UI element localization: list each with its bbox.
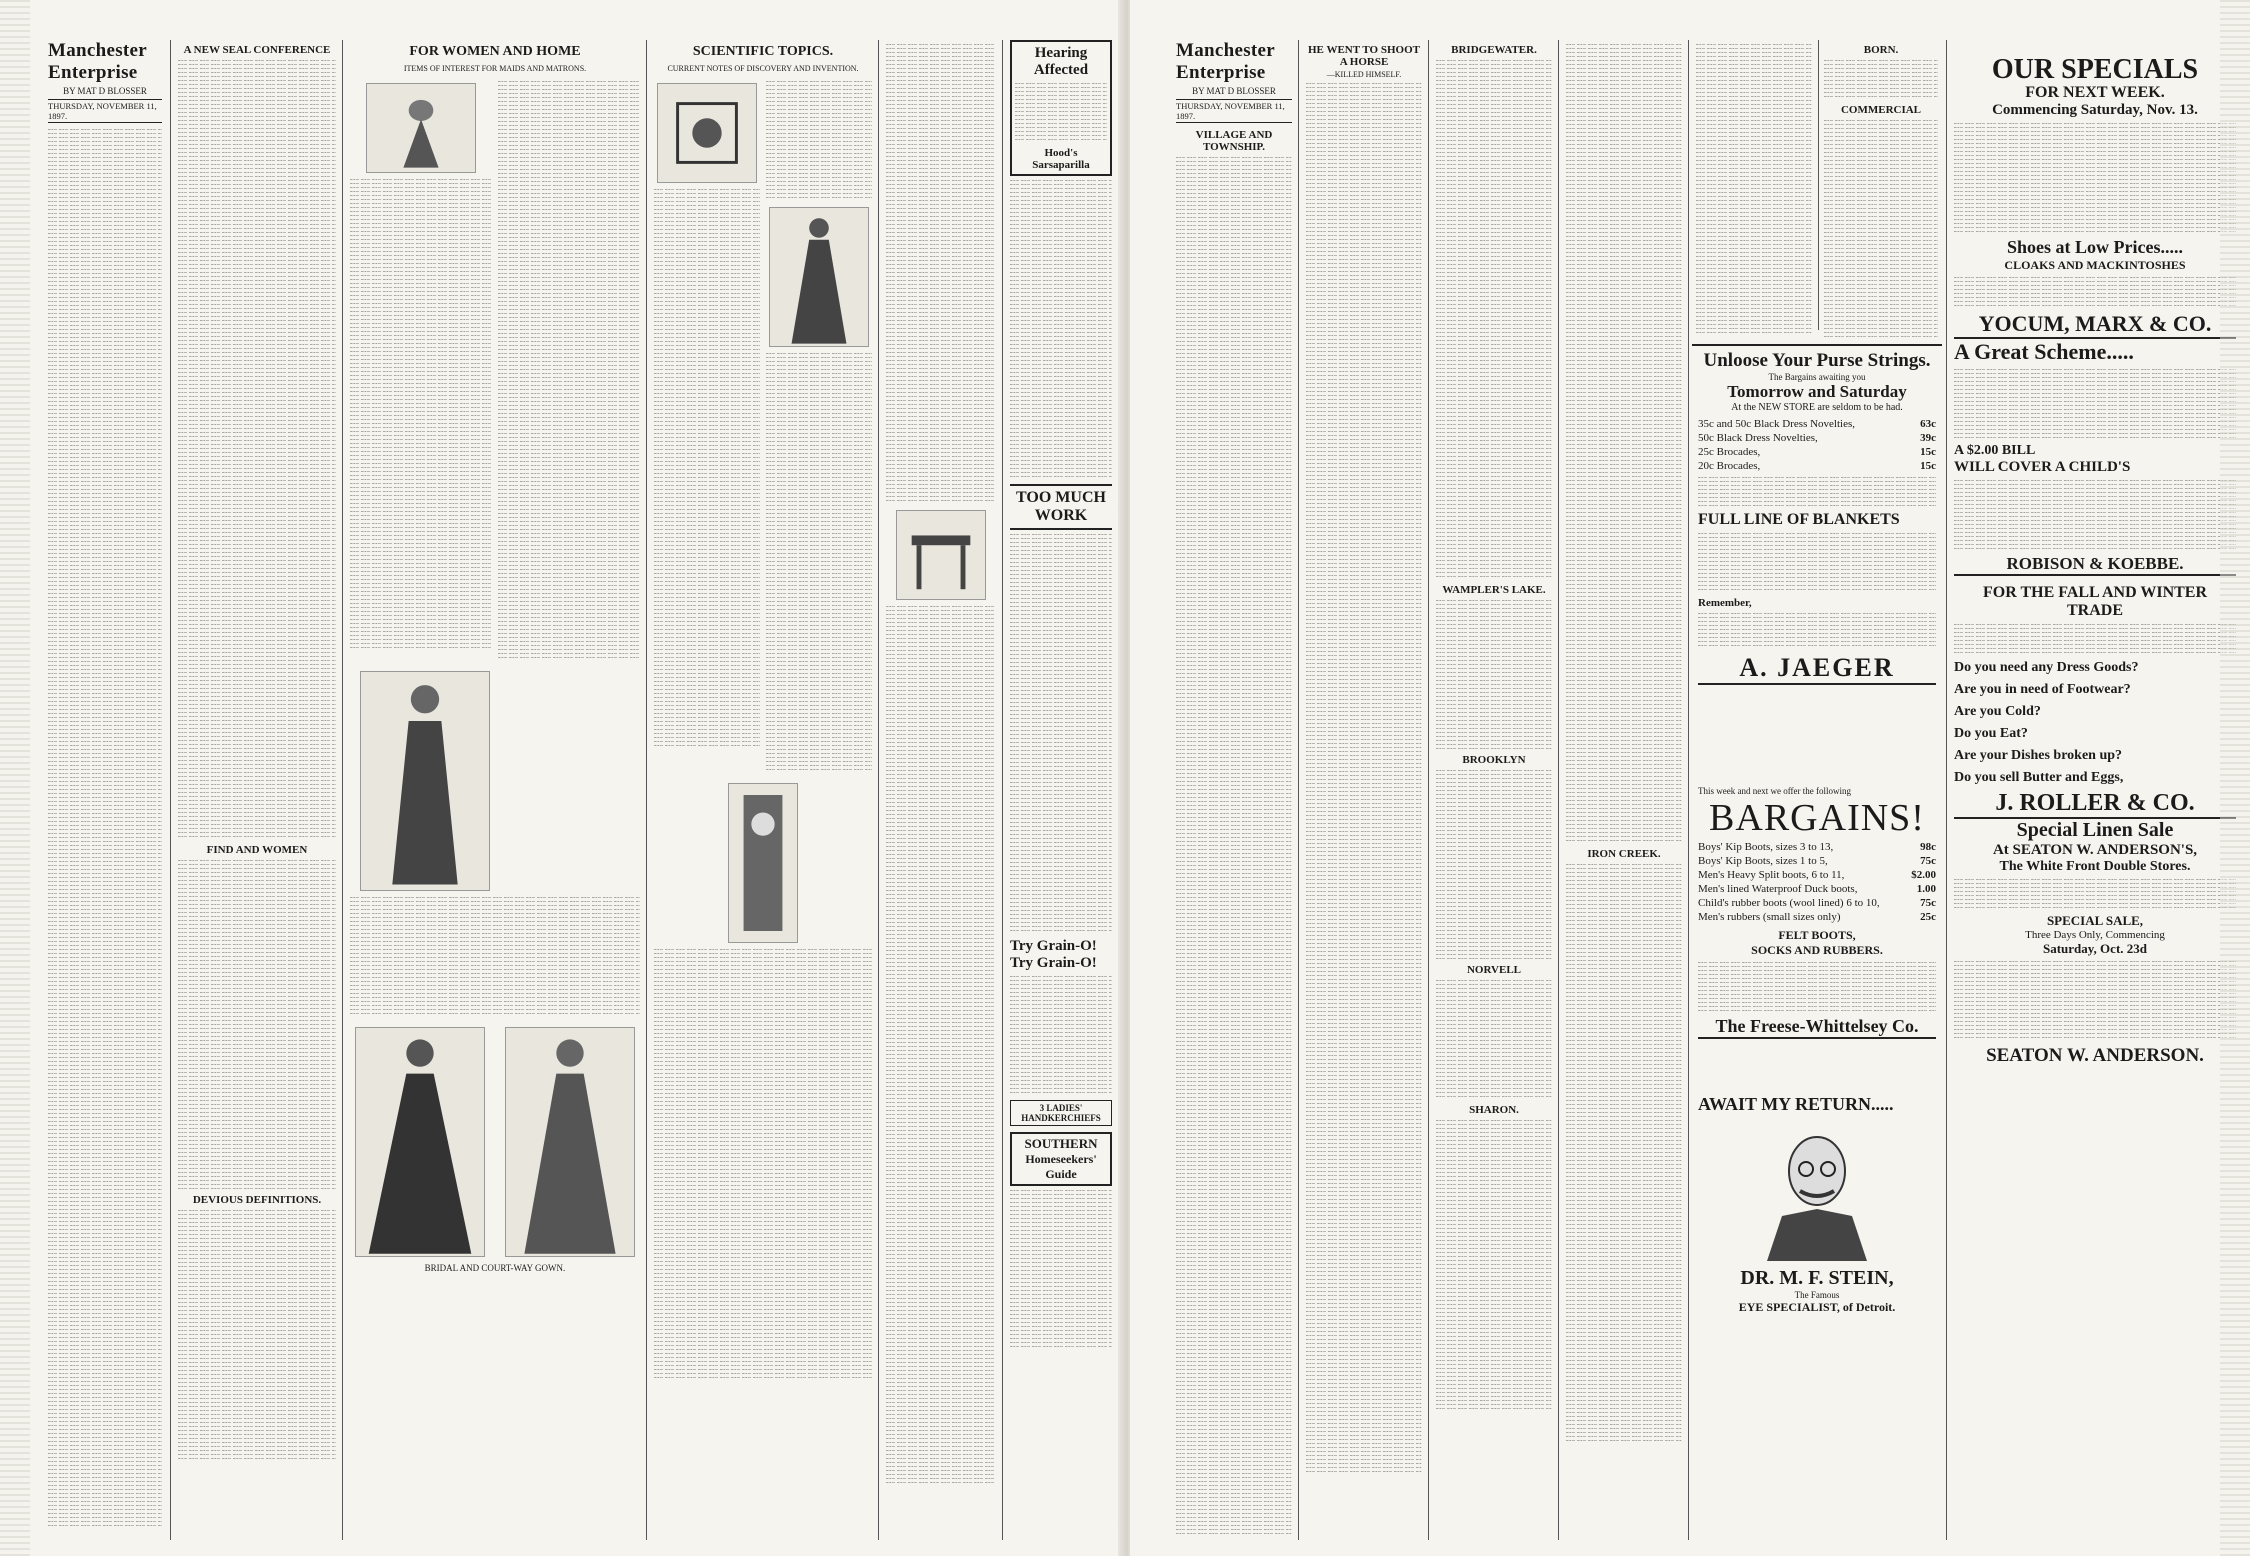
- article-text: [350, 897, 640, 1017]
- article-subhead: —KILLED HIMSELF.: [1326, 70, 1402, 79]
- masthead: Manchester Enterprise: [1176, 40, 1275, 83]
- price-label: 20c Brocades,: [1698, 460, 1761, 472]
- ad-subline: The Famous: [1794, 1290, 1840, 1300]
- article-text: [178, 1210, 336, 1460]
- table-illustration: [896, 510, 986, 600]
- purse-price-list: [1698, 417, 1936, 473]
- article-text: [1696, 44, 1812, 334]
- jaeger-name: A. JAEGER: [1698, 653, 1936, 685]
- article-text: [1436, 980, 1552, 1100]
- felt-boots-line: FELT BOOTS,: [1778, 928, 1856, 942]
- image-caption: BRIDAL AND COURT-WAY GOWN.: [424, 1263, 566, 1273]
- right-page: [1130, 0, 2250, 1556]
- doctor-portrait: [1752, 1121, 1882, 1261]
- ad-line: Homeseekers' Guide: [1025, 1152, 1097, 1181]
- article-text: [886, 44, 996, 504]
- bargains-ad: [1692, 782, 1942, 1082]
- ad-text: [1954, 369, 2236, 439]
- dateline: THURSDAY, NOVEMBER 11, 1897.: [48, 99, 162, 123]
- article-text: [1566, 864, 1682, 1444]
- eye-specialist-ad: [1692, 1090, 1942, 1350]
- price-row: [1698, 854, 1936, 868]
- article-text: [1010, 180, 1112, 480]
- fall-line: FOR THE FALL AND WINTER TRADE: [1982, 584, 2208, 619]
- specials-ads-column: [1950, 56, 2240, 1556]
- remember-line: Remember,: [1698, 597, 1752, 609]
- linen-price-table: [1954, 961, 2236, 1041]
- article-text: [1176, 157, 1292, 1537]
- price-label: Boys' Kip Boots, sizes 1 to 5,: [1698, 855, 1828, 867]
- article-text: [178, 60, 336, 840]
- clock-machine-illustration: [728, 783, 798, 943]
- section-headline: BROOKLYN: [1462, 754, 1526, 766]
- section-headline: SHARON.: [1469, 1104, 1519, 1116]
- article-text: [766, 81, 872, 201]
- ad-text: [1015, 83, 1107, 143]
- ad-headline: Hearing Affected: [1033, 45, 1089, 78]
- article-text: [1010, 534, 1112, 934]
- question-line: Are you Cold?: [1954, 704, 2041, 719]
- dateline: THURSDAY, NOVEMBER 11, 1897.: [1176, 99, 1292, 123]
- seaton-head: At SEATON W. ANDERSON'S,: [1992, 842, 2198, 858]
- linen-sale-line: Special Linen Sale: [2016, 819, 2174, 841]
- ad-headline: AWAIT MY RETURN.....: [1698, 1094, 1894, 1114]
- gown-illustration: [360, 671, 490, 891]
- southern-guide-ad: [1010, 1132, 1112, 1186]
- right-col-6-top: [1820, 40, 1942, 340]
- price-label: 25c Brocades,: [1698, 446, 1761, 458]
- price-value: 25c: [1920, 911, 1936, 923]
- hearing-ad: [1010, 40, 1112, 176]
- article-headline: HE WENT TO SHOOT A HORSE: [1308, 44, 1420, 68]
- ad-product: Hood's Sarsaparilla: [1032, 147, 1090, 171]
- court-gown-illustration: [505, 1027, 635, 1257]
- byline: BY MAT D BLOSSER: [1192, 86, 1276, 96]
- shoes-line: Shoes at Low Prices.....: [2007, 237, 2183, 257]
- article-text: [1436, 60, 1552, 580]
- price-label: Men's Heavy Split boots, 6 to 11,: [1698, 869, 1845, 881]
- price-row: [1698, 868, 1936, 882]
- market-prices: [1824, 120, 1938, 340]
- question-line: Are you in need of Footwear?: [1954, 682, 2131, 697]
- question-line: Do you need any Dress Goods?: [1954, 660, 2139, 675]
- grain-o-ad-line1: Try Grain-O!: [1010, 938, 1097, 954]
- question-line: Do you sell Butter and Eggs,: [1954, 770, 2124, 785]
- childs-line: WILL COVER A CHILD'S: [1954, 459, 2131, 475]
- article-text: [48, 129, 162, 1529]
- right-col-2: [1302, 40, 1426, 1540]
- ad-date: Commencing Saturday, Nov. 13.: [1992, 102, 2198, 118]
- page-edge: [2220, 0, 2250, 1556]
- handkerchief-ad: 3 LADIES' HANDKERCHIEFS: [1010, 1100, 1112, 1126]
- doctor-name: DR. M. F. STEIN,: [1740, 1267, 1894, 1289]
- ad-text: [1954, 480, 2236, 550]
- byline: BY MAT D BLOSSER: [63, 86, 147, 96]
- article-text: [1566, 44, 1682, 844]
- article-headline: A NEW SEAL CONFERENCE: [183, 44, 331, 56]
- ad-headline: OUR SPECIALS: [1991, 56, 2199, 85]
- women-section: [346, 40, 644, 1540]
- ad-headline: TOO MUCH WORK: [1010, 484, 1112, 530]
- price-row: [1698, 896, 1936, 910]
- roller-name: J. ROLLER & CO.: [1954, 790, 2236, 819]
- scheme-line: A Great Scheme.....: [1954, 339, 2134, 364]
- price-row: [1698, 882, 1936, 896]
- price-row: [1698, 910, 1936, 924]
- price-label: Men's rubbers (small sizes only): [1698, 911, 1841, 923]
- price-value: $2.00: [1911, 869, 1936, 881]
- article-text: [498, 81, 640, 661]
- machine-illustration: [657, 83, 757, 183]
- ad-text: [1698, 477, 1936, 507]
- ad-subhead: FOR NEXT WEEK.: [2025, 84, 2165, 101]
- purse-strings-ad: [1692, 344, 1942, 776]
- masthead: Manchester Enterprise: [48, 40, 147, 83]
- ad-headline: Unloose Your Purse Strings.: [1703, 350, 1931, 371]
- left-col-1: [44, 40, 166, 1540]
- right-col-4: [1562, 40, 1686, 1540]
- lady-illustration: [769, 207, 869, 347]
- article-text: [1436, 600, 1552, 750]
- ad-text: [1698, 962, 1936, 1012]
- question-line: Do you Eat?: [1954, 726, 2028, 741]
- robison-name: ROBISON & KOEBBE.: [1954, 554, 2236, 576]
- ad-text: [1698, 533, 1936, 593]
- price-value: 63c: [1920, 418, 1936, 430]
- section-headline: BRIDGEWATER.: [1451, 44, 1537, 56]
- price-value: 39c: [1920, 432, 1936, 444]
- grain-o-ad-line2: Try Grain-O!: [1010, 955, 1097, 971]
- section-subhead: ITEMS OF INTEREST FOR MAIDS AND MATRONS.: [403, 64, 587, 73]
- ad-text: [1954, 277, 2236, 307]
- right-col-1: [1172, 40, 1296, 1540]
- ad-title: Tomorrow and Saturday: [1727, 382, 1907, 401]
- special-sale-line: SPECIAL SALE,: [2046, 913, 2144, 928]
- section-headline: IRON CREEK.: [1587, 848, 1661, 860]
- ad-lead: The Bargains awaiting you: [1768, 372, 1866, 382]
- store-name: The Freese-Whittelsey Co.: [1698, 1016, 1936, 1039]
- seaton-name: SEATON W. ANDERSON.: [1986, 1045, 2204, 1066]
- ad-text: [1954, 624, 2236, 654]
- article-text: [654, 189, 760, 749]
- article-text: [178, 860, 336, 1190]
- left-col-7: [882, 40, 1000, 1540]
- article-text: [1824, 60, 1938, 100]
- ad-text: [1010, 1190, 1112, 1350]
- section-subhead: CURRENT NOTES OF DISCOVERY AND INVENTION.: [667, 64, 859, 73]
- section-headline: NORVELL: [1466, 964, 1521, 976]
- article-text: [1436, 770, 1552, 960]
- seaton-sub: The White Front Double Stores.: [1999, 859, 2191, 874]
- ad-subline: At the NEW STORE are seldom to be had.: [1731, 402, 1903, 413]
- price-label: 35c and 50c Black Dress Novelties,: [1698, 418, 1856, 430]
- fashion-illustration: [366, 83, 476, 173]
- ad-line: SOUTHERN: [1024, 1136, 1098, 1151]
- article-headline: FIND AND WOMEN: [206, 844, 308, 856]
- page-edge: [0, 0, 30, 1556]
- price-value: 75c: [1920, 855, 1936, 867]
- price-row: [1698, 445, 1936, 459]
- science-section: [650, 40, 876, 1540]
- bargains-title: BARGAINS!: [1709, 797, 1925, 839]
- blankets-line: FULL LINE OF BLANKETS: [1698, 511, 1900, 528]
- article-text: [766, 353, 872, 773]
- article-text: [654, 949, 872, 1379]
- three-days-line: Three Days Only, Commencing: [2025, 929, 2165, 941]
- price-row: [1698, 459, 1936, 473]
- yocum-name: YOCUM, MARX & CO.: [1954, 311, 2236, 339]
- right-col-5-top: [1692, 40, 1816, 340]
- price-value: 98c: [1920, 841, 1936, 853]
- section-headline: COMMERCIAL: [1840, 104, 1922, 116]
- section-headline: WAMPLER'S LAKE.: [1442, 584, 1546, 596]
- article-text: [1436, 1120, 1552, 1410]
- section-headline: SCIENTIFIC TOPICS.: [692, 44, 834, 59]
- left-col-8: [1006, 40, 1116, 1540]
- section-headline: FOR WOMEN AND HOME: [409, 44, 581, 59]
- price-row: [1698, 840, 1936, 854]
- left-col-2: [174, 40, 340, 1540]
- price-value: 1.00: [1916, 883, 1936, 895]
- price-row: [1698, 431, 1936, 445]
- ad-text: [1954, 879, 2236, 909]
- price-value: 15c: [1920, 460, 1936, 472]
- ad-text: [1954, 123, 2236, 233]
- price-value: 15c: [1920, 446, 1936, 458]
- bargain-price-list: [1698, 840, 1936, 924]
- bridal-gown-illustration: [355, 1027, 485, 1257]
- price-label: Boys' Kip Boots, sizes 3 to 13,: [1698, 841, 1834, 853]
- ad-lead: This week and next we offer the following: [1698, 786, 1852, 796]
- saturday-line: Saturday, Oct. 23d: [2042, 941, 2147, 956]
- ad-title: EYE SPECIALIST, of Detroit.: [1738, 1300, 1896, 1314]
- article-text: [350, 179, 492, 649]
- section-headline: BORN.: [1863, 44, 1899, 56]
- price-label: Child's rubber boots (wool lined) 6 to 10,: [1698, 897, 1880, 909]
- ad-text: [1010, 976, 1112, 1096]
- price-row: [1698, 417, 1936, 431]
- price-label: Men's lined Waterproof Duck boots,: [1698, 883, 1858, 895]
- right-col-3: [1432, 40, 1556, 1540]
- section-headline: VILLAGE AND TOWNSHIP.: [1195, 129, 1273, 153]
- question-line: Are your Dishes broken up?: [1954, 748, 2123, 763]
- article-headline: DEVIOUS DEFINITIONS.: [192, 1194, 322, 1206]
- two-dollar-line: A $2.00 BILL: [1954, 443, 2036, 458]
- article-text: [1306, 83, 1422, 1473]
- socks-line: SOCKS AND RUBBERS.: [1751, 943, 1883, 957]
- price-label: 50c Black Dress Novelties,: [1698, 432, 1818, 444]
- ad-text: [1698, 613, 1936, 649]
- article-text: [886, 606, 996, 1486]
- cloaks-line: CLOAKS AND MACKINTOSHES: [2004, 258, 2186, 272]
- price-value: 75c: [1920, 897, 1936, 909]
